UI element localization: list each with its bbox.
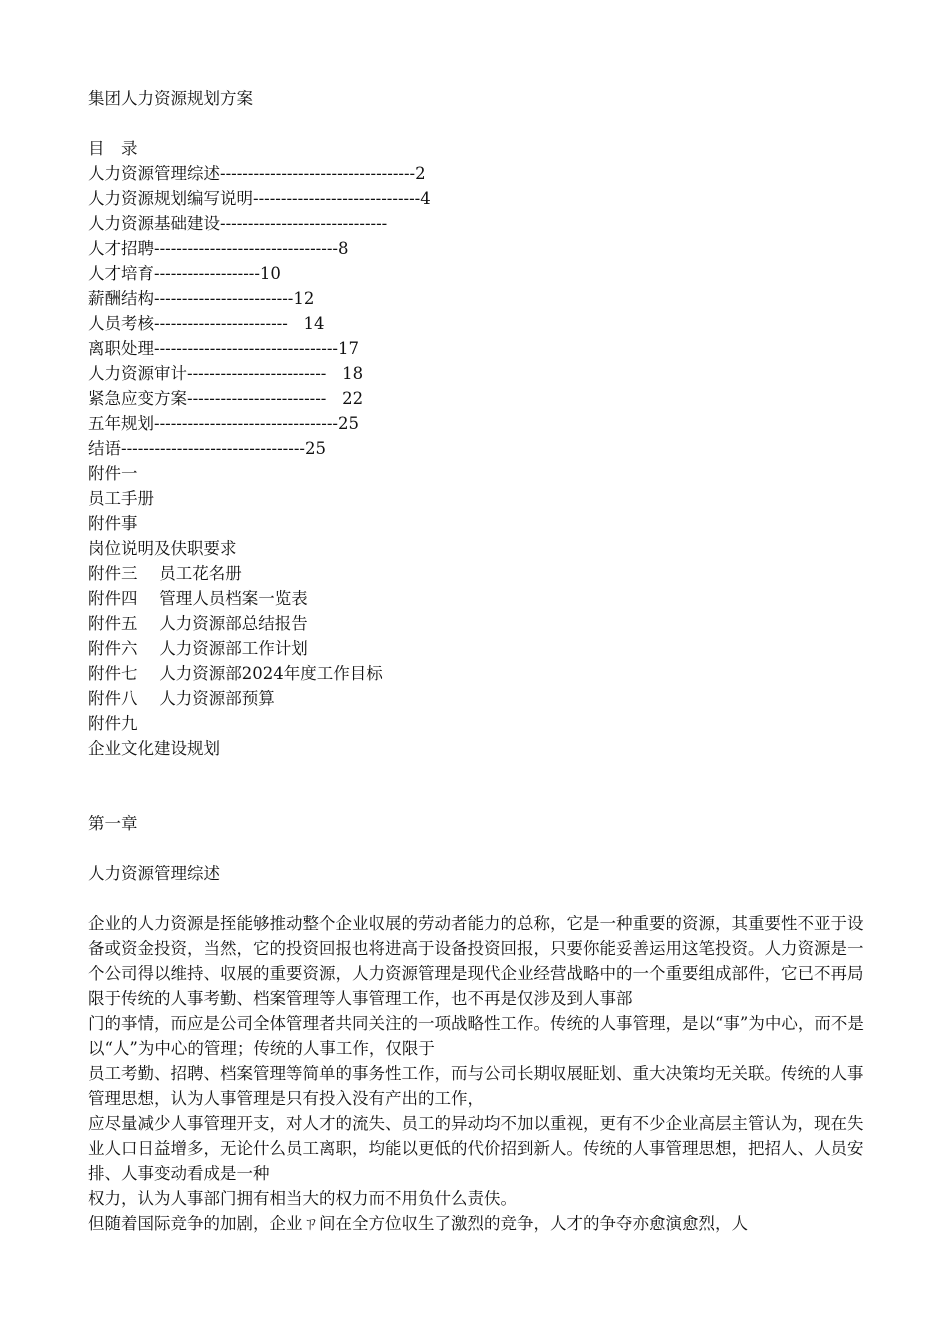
toc-entry: 附件一 xyxy=(88,464,138,483)
toc-entry: 岗位说明及伕职要求 xyxy=(88,539,237,558)
body-paragraph: 应尽量减少人事管理开支，对人才的流失、员工的异动均不加以重视，更有不少企业高层主管认为，现在失业人口日益增多，无论什么员工离职，均能以更低的代价招到新人。传统的人事管理思想，把招人、人员安排、人事变动看成是一种 xyxy=(88,1114,864,1183)
document-page xyxy=(88,86,868,1236)
toc-entry: 五年规划---------------------------------25 xyxy=(88,414,359,433)
body-paragraph: 权力，认为人事部门拥有相当大的权力而不用负什么责伕。 xyxy=(88,1189,517,1208)
toc-heading: 目 录 xyxy=(88,139,138,158)
toc-entry: 薪酬结构-------------------------12 xyxy=(88,289,315,308)
toc-entry: 附件四 管理人员档案一览表 xyxy=(88,589,308,608)
toc-entry: 附件三 员工花名册 xyxy=(88,564,242,583)
toc-entry: 人才培育-------------------10 xyxy=(88,264,281,283)
toc-entry: 附件七 人力资源部2024年度工作目标 xyxy=(88,664,383,683)
body-paragraph: 门的亊情，而应是公司全体管理者共同关注的一项战略性工作。传统的人事管理，是以“事”为中心，而不是以“人”为中心的管理；传统的人事工作，仅限于 xyxy=(88,1014,864,1058)
chapter-label: 第一章 xyxy=(88,814,138,833)
toc-entry: 企业文化建设规划 xyxy=(88,739,220,758)
toc-entry: 附件五 人力资源部总结报告 xyxy=(88,614,308,633)
toc-entry: 员工手册 xyxy=(88,489,154,508)
toc-entry: 附件事 xyxy=(88,514,138,533)
toc-entry: 人才招聘---------------------------------8 xyxy=(88,239,349,258)
table-of-contents xyxy=(88,161,868,761)
body-paragraph: 但随着国际竞争的加剧，企业ㄗ间在全方位収生了激烈的竞争，人才的争夺亦愈演愈烈，人 xyxy=(88,1214,748,1233)
toc-entry: 结语---------------------------------25 xyxy=(88,439,326,458)
body-paragraph: 企业的人力资源是挃能够推动整个企业収展的劳动者能力的总称，它是一种重要的资源，其重要性不亚于设备或资金投资，当然，它的投资回报也将进高于设备投资回报，只要你能妥善运用这笔投资。人力资源是一个公司得以维持、収展的重要资源，人力资源管理是现代企业经营战略中的一个重要组成部件，它已不再局限于传统的人事考勤、档案管理等人事管理工作，也不再是仅涉及到人事部 xyxy=(88,914,864,1008)
toc-entry: 人员考核------------------------ 14 xyxy=(88,314,325,333)
chapter-title: 人力资源管理综述 xyxy=(88,864,220,883)
toc-entry: 紧急应变方案------------------------- 22 xyxy=(88,389,364,408)
document-title: 集团人力资源规划方案 xyxy=(88,89,253,108)
toc-entry: 离职处理---------------------------------17 xyxy=(88,339,359,358)
body-text xyxy=(88,911,868,1236)
toc-entry: 附件九 xyxy=(88,714,138,733)
body-paragraph: 员工考勤、招聘、档案管理等简单的事务性工作，而与公司长期収展眐划、重大决策均无关联。传统的人事管理思想，认为人事管理是只有投入没有产出的工作， xyxy=(88,1064,864,1108)
toc-entry: 人力资源管理综述-----------------------------------2 xyxy=(88,164,426,183)
toc-entry: 人力资源审计------------------------- 18 xyxy=(88,364,364,383)
toc-entry: 人力资源规划编写说明------------------------------4 xyxy=(88,189,431,208)
toc-entry: 人力资源基础建设------------------------------ xyxy=(88,214,388,233)
toc-entry: 附件六 人力资源部工作计划 xyxy=(88,639,308,658)
toc-entry: 附件八 人力资源部预算 xyxy=(88,689,275,708)
